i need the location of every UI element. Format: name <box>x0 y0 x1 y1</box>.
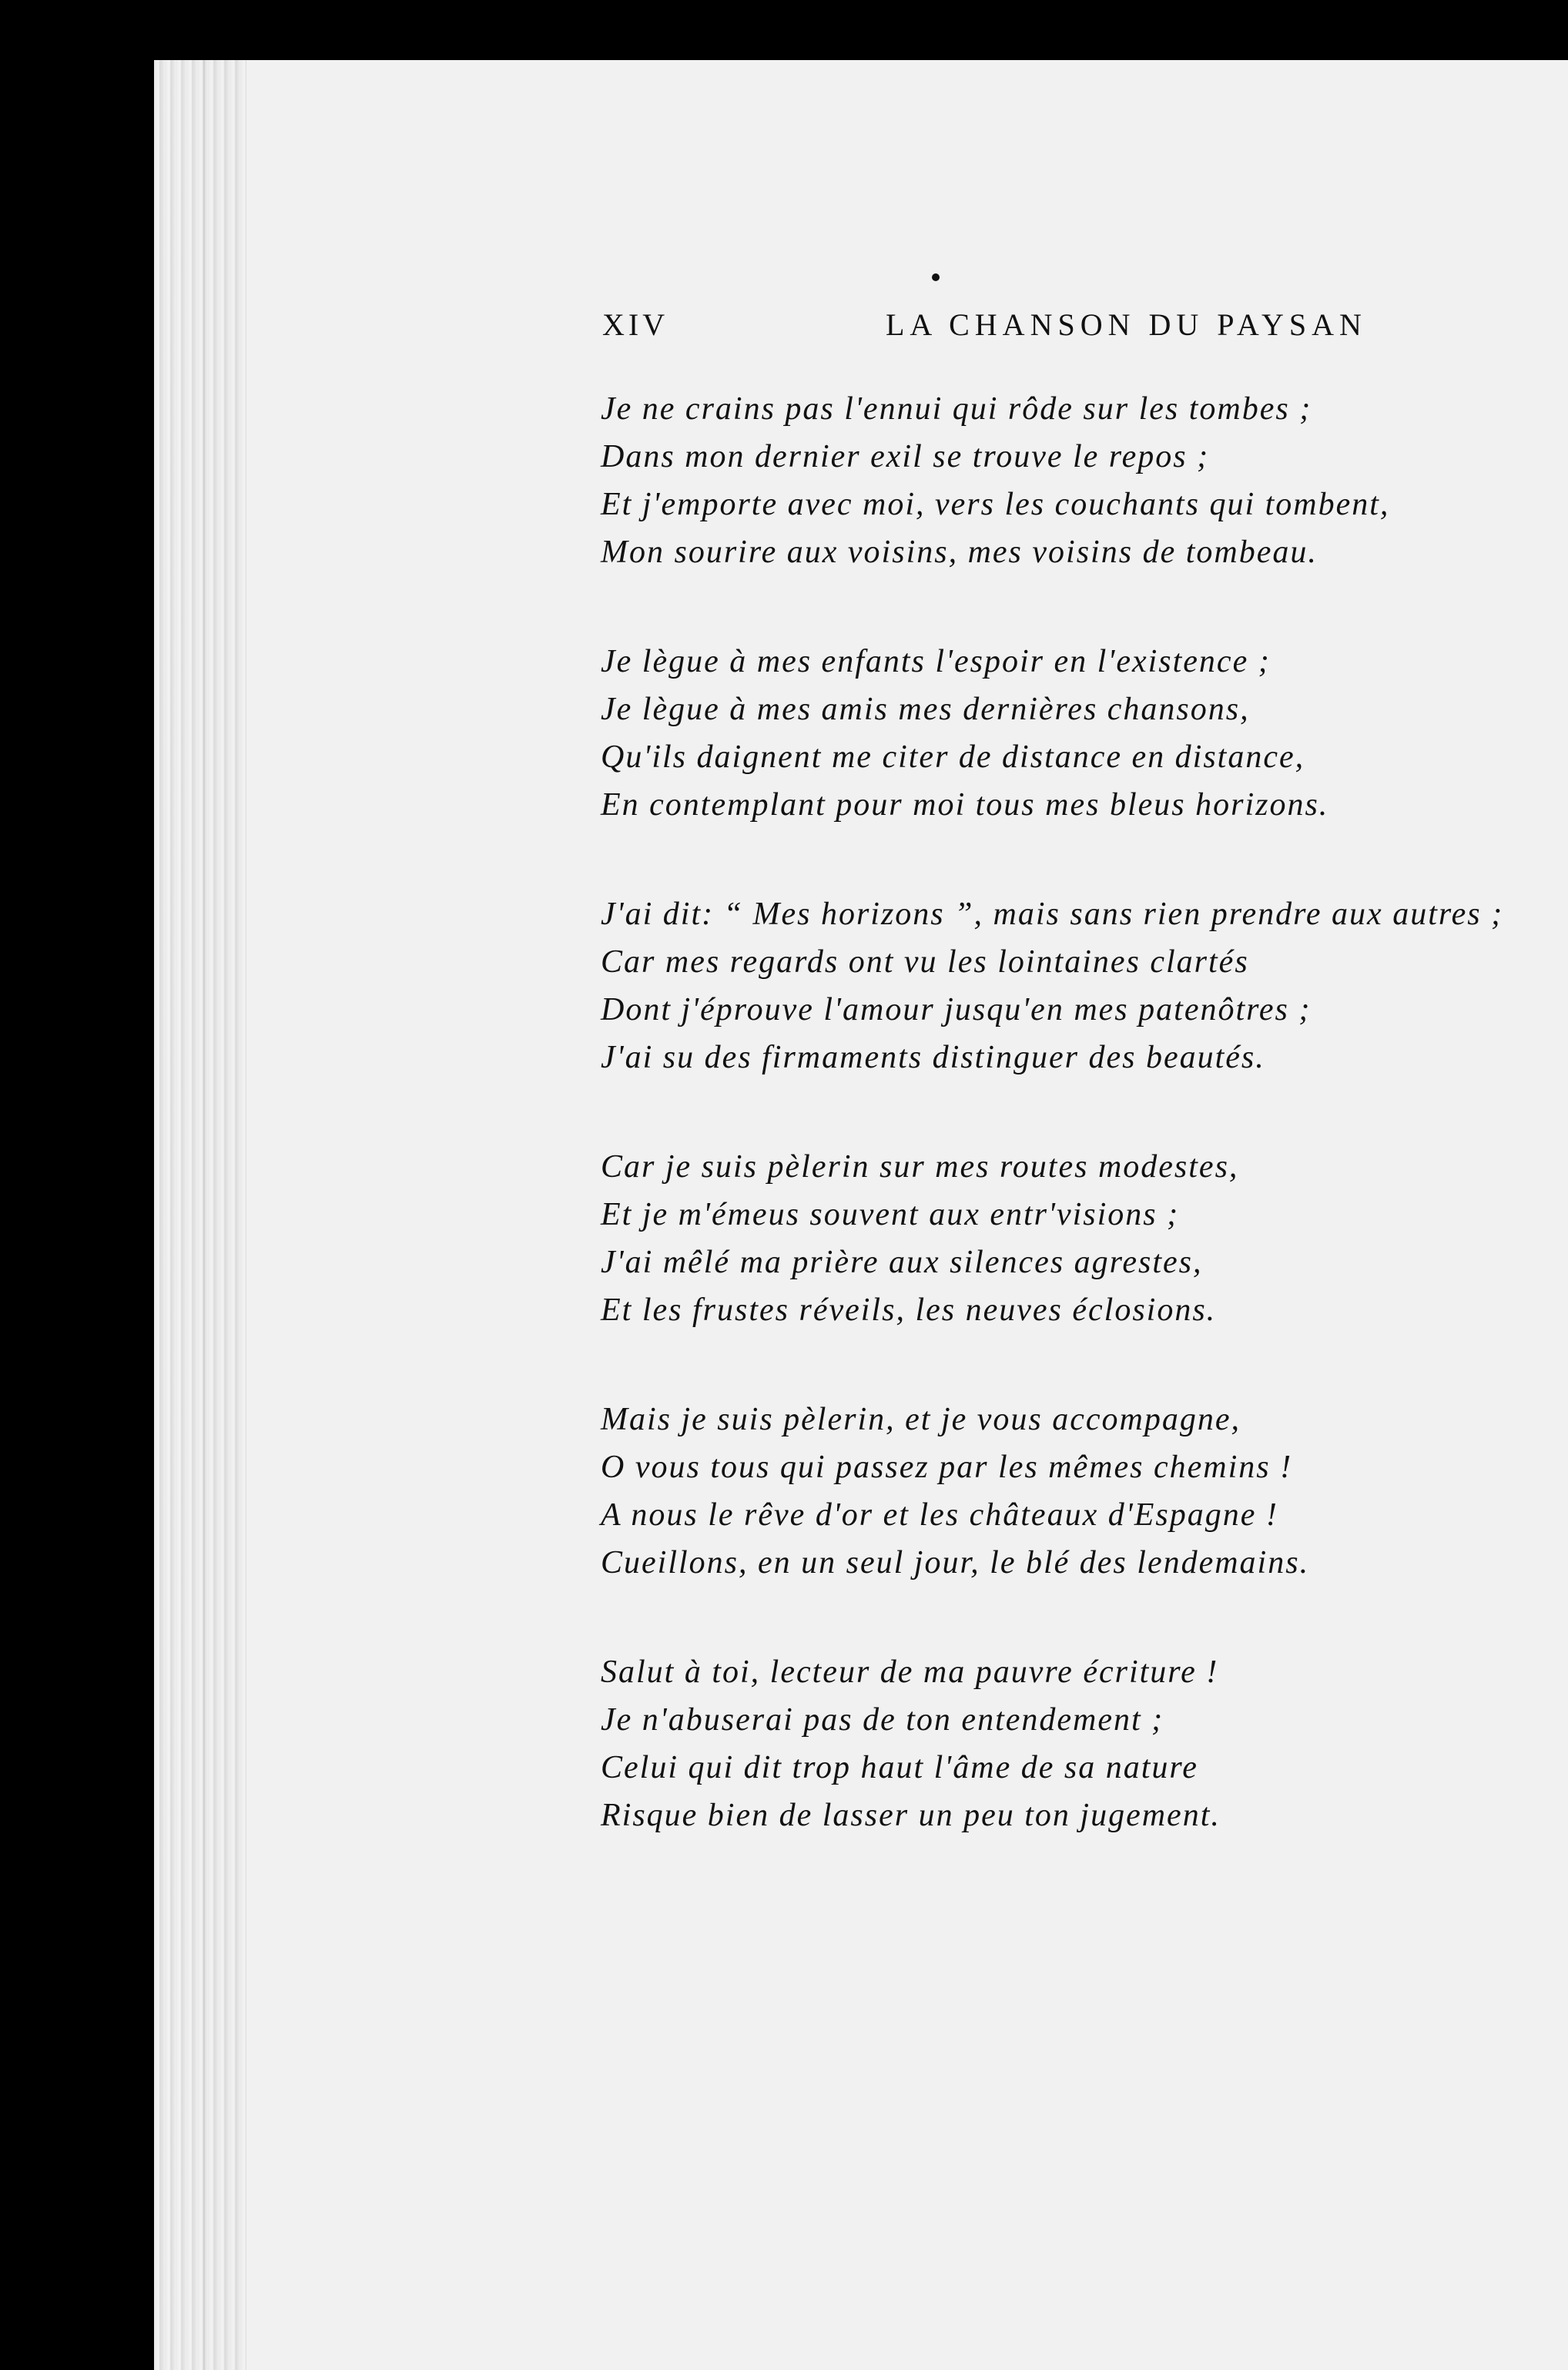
running-title: LA CHANSON DU PAYSAN <box>886 307 1367 342</box>
verse-line: J'ai su des firmaments distinguer des beautés. <box>601 1040 1265 1075</box>
stanza <box>601 890 1563 1081</box>
verse-line: Car mes regards ont vu les lointaines clartés <box>601 944 1249 980</box>
verse-line: Et je m'émeus souvent aux entr'visions ; <box>601 1197 1180 1232</box>
verse-line: Salut à toi, lecteur de ma pauvre écriture ! <box>601 1654 1219 1690</box>
running-head <box>602 307 1565 353</box>
verse-line: Risque bien de lasser un peu ton jugement. <box>601 1798 1221 1833</box>
verse-line: Mon sourire aux voisins, mes voisins de tombeau. <box>601 535 1318 570</box>
printer-dot <box>932 273 940 281</box>
verse-line: J'ai dit: “ Mes horizons ”, mais sans rien prendre aux autres ; <box>601 897 1504 932</box>
verse-line: Et les frustes réveils, les neuves éclosions. <box>601 1292 1217 1328</box>
stanza <box>601 1648 1563 1839</box>
verse-line: J'ai mêlé ma prière aux silences agrestes, <box>601 1245 1203 1280</box>
verse-line: Dans mon dernier exil se trouve le repos ; <box>601 439 1210 474</box>
verse-line: Qu'ils daignent me citer de distance en distance, <box>601 739 1305 775</box>
verse-line: Car je suis pèlerin sur mes routes modestes, <box>601 1149 1239 1185</box>
verse-line: Je ne crains pas l'ennui qui rôde sur les tombes ; <box>601 391 1312 427</box>
stanza <box>601 1396 1563 1587</box>
stanza <box>601 385 1563 576</box>
verse-line: Je lègue à mes enfants l'espoir en l'existence ; <box>601 644 1271 679</box>
verse-line: A nous le rêve d'or et les châteaux d'Espagne ! <box>601 1497 1278 1533</box>
page-number: XIV <box>602 307 669 342</box>
poem <box>601 385 1563 1901</box>
verse-line: Celui qui dit trop haut l'âme de sa nature <box>601 1750 1198 1785</box>
verse-line: Dont j'éprouve l'amour jusqu'en mes patenôtres ; <box>601 992 1312 1027</box>
stanza <box>601 638 1563 829</box>
stanza <box>601 1143 1563 1334</box>
verse-line: En contemplant pour moi tous mes bleus horizons. <box>601 787 1329 823</box>
verse-line: Cueillons, en un seul jour, le blé des lendemains. <box>601 1545 1310 1581</box>
page-edges <box>154 60 246 2370</box>
verse-line: O vous tous qui passez par les mêmes chemins ! <box>601 1450 1293 1485</box>
verse-line: Je lègue à mes amis mes dernières chansons, <box>601 692 1250 727</box>
verse-line: Mais je suis pèlerin, et je vous accompagne, <box>601 1402 1241 1437</box>
verse-line: Et j'emporte avec moi, vers les couchants qui tombent, <box>601 487 1390 522</box>
verse-line: Je n'abuserai pas de ton entendement ; <box>601 1702 1164 1738</box>
